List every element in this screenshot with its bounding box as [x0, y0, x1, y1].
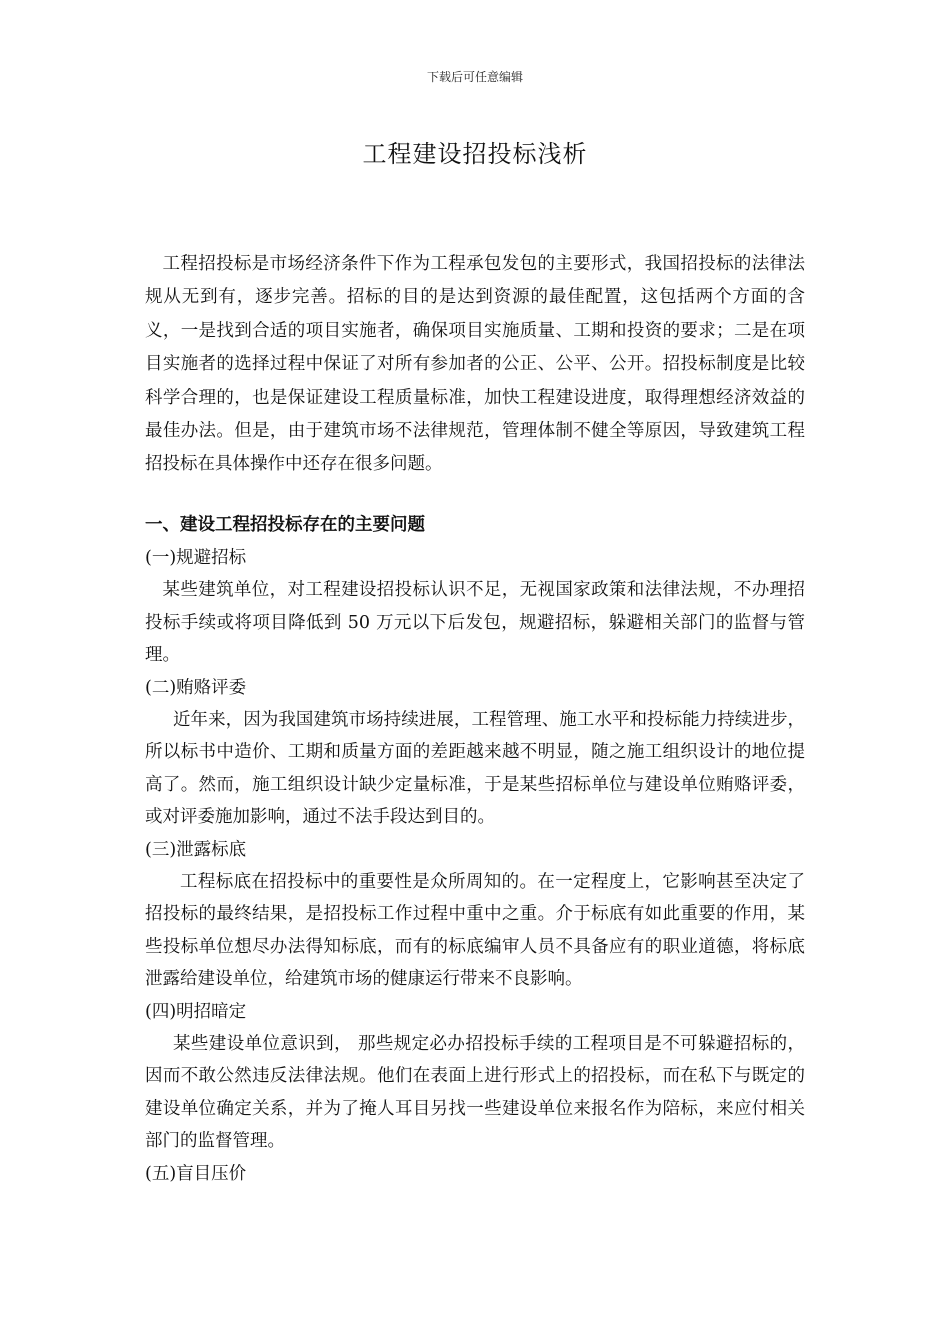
header-note: 下载后可任意编辑 — [426, 70, 523, 84]
sub-paragraph-1: 某些建筑单位，对工程建设招投标认识不足，无视国家政策和法律法规，不办理招投标手续或将项目降低到 50 万元以下后发包，规避招标，躲避相关部门的监督与管理。 — [145, 580, 805, 666]
sub-paragraph-4: 某些建设单位意识到， 那些规定必办招投标手续的工程项目是不可躲避招标的，因而不敢公然违反法律法规。他们在表面上进行形式上的招投标，而在私下与既定的建设单位确定关系，并为了掩人耳目另找一些建设单位来报名作为陪标，来应付相关部门的监督管理。 — [145, 1033, 805, 1152]
document-title: 工程建设招投标浅析 — [362, 140, 588, 168]
sub-heading-2: (二)贿赂评委 — [145, 677, 247, 698]
document-body — [145, 248, 805, 1190]
sub-heading-4: (四)明招暗定 — [145, 1001, 247, 1022]
sub-heading-3: (三)泄露标底 — [145, 839, 247, 860]
sub-heading-1: (一)规避招标 — [145, 548, 247, 569]
section-heading-1: 一、建设工程招投标存在的主要问题 — [145, 514, 425, 535]
sub-heading-5: (五)盲目压价 — [145, 1163, 247, 1184]
sub-paragraph-3: 工程标底在招投标中的重要性是众所周知的。在一定程度上，它影响甚至决定了招投标的最终结果，是招投标工作过程中重中之重。介于标底有如此重要的作用，某些投标单位想尽办法得知标底，而有的标底编审人员不具备应有的职业道德，将标底泄露给建设单位，给建筑市场的健康运行带来不良影响。 — [145, 871, 805, 990]
sub-paragraph-2: 近年来，因为我国建筑市场持续进展，工程管理、施工水平和投标能力持续进步， 所以标书中造价、工期和质量方面的差距越来越不明显，随之施工组织设计的地位提高了。然而，施工组织设计缺少定量标准，于是某些招标单位与建设单位贿赂评委，或对评委施加影响，通过不法手段达到目的。 — [145, 709, 805, 828]
intro-paragraph: 工程招投标是市场经济条件下作为工程承包发包的主要形式，我国招投标的法律法规从无到有，逐步完善。招标的目的是达到资源的最佳配置，这包括两个方面的含义，一是找到合适的项目实施者，确保项目实施质量、工期和投资的要求；二是在项目实施者的选择过程中保证了对所有参加者的公正、公平、公开。招投标制度是比较科学合理的，也是保证建设工程质量标准，加快工程建设进度，取得理想经济效益的最佳办法。但是，由于建筑市场不法律规范，管理体制不健全等原因，导致建筑工程招投标在具体操作中还存在很多问题。 — [145, 254, 805, 475]
